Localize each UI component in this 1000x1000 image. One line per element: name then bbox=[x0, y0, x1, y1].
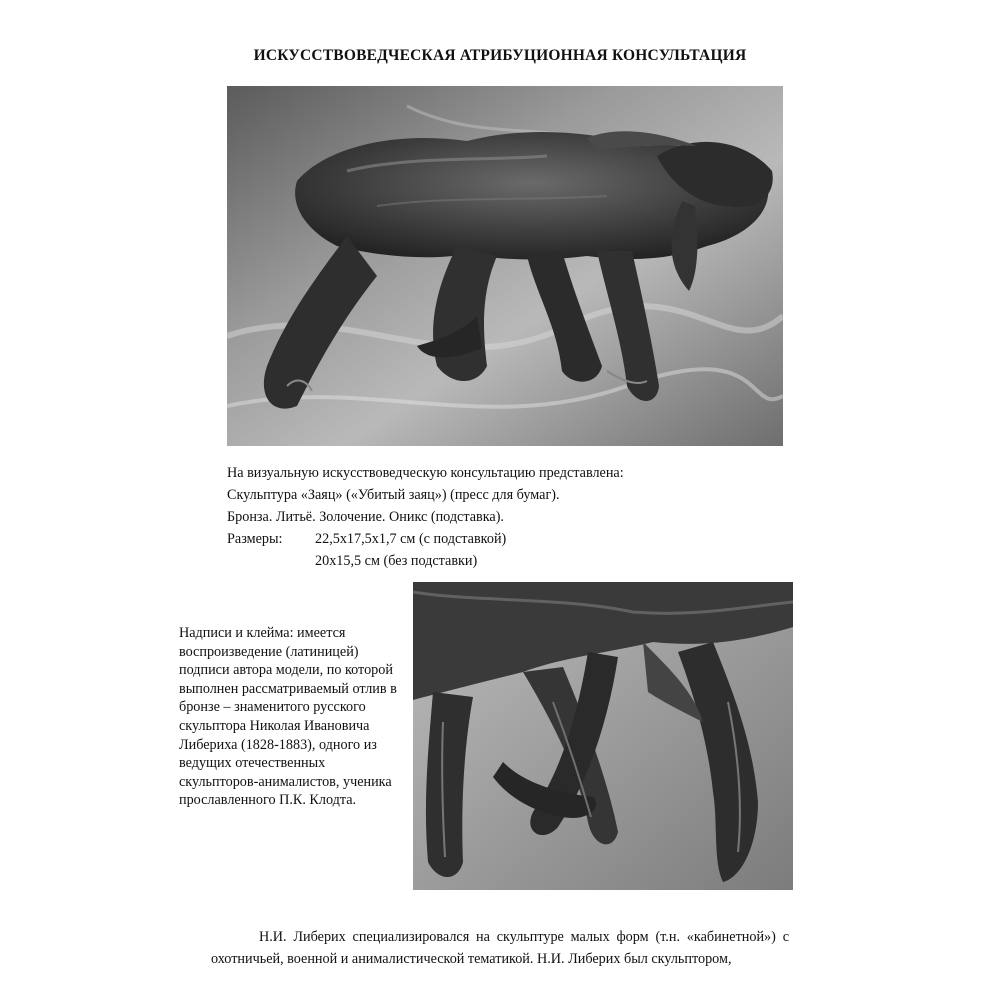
sculpture-photo-closeup bbox=[413, 582, 793, 890]
hare-sculpture-image bbox=[227, 86, 783, 446]
inscriptions-text: Надписи и клейма: имеется воспроизведение (латиницей) подписи автора модели, по которой выполнен рассматриваемый отлив в бронзе – знаменитого русского скульптора Николая Ивановича Либериха (1828-1883), одного из ведущих отечественных скульпторов-анималистов, ученика прославленного П.К. Клодта. bbox=[179, 625, 397, 809]
dimension-with-stand: 22,5х17,5х1,7 см (с подставкой) bbox=[315, 531, 507, 547]
dimensions-block-2 bbox=[227, 550, 624, 572]
description-intro: На визуальную искусствоведческую консультацию представлена: bbox=[227, 465, 624, 481]
biography-paragraph: Н.И. Либерих специализировался на скульптуре малых форм (т.н. «кабинетной») с охотничьей, военной и анималистической тематикой. Н.И. Либерих был скульптором, bbox=[211, 929, 789, 967]
description-material: Бронза. Литьё. Золочение. Оникс (подставка). bbox=[227, 509, 504, 525]
document-title: ИСКУССТВОВЕДЧЕСКАЯ АТРИБУЦИОННАЯ КОНСУЛЬТАЦИЯ bbox=[253, 47, 747, 64]
dimension-without-stand: 20х15,5 см (без подставки) bbox=[315, 553, 478, 569]
dimensions-label: Размеры: bbox=[227, 531, 283, 547]
dimensions-block bbox=[227, 528, 624, 550]
sculpture-photo-full bbox=[227, 86, 783, 446]
object-description bbox=[227, 462, 624, 572]
hare-legs-closeup-image bbox=[413, 582, 793, 890]
description-item: Скульптура «Заяц» («Убитый заяц») (пресс для бумаг). bbox=[227, 487, 560, 503]
